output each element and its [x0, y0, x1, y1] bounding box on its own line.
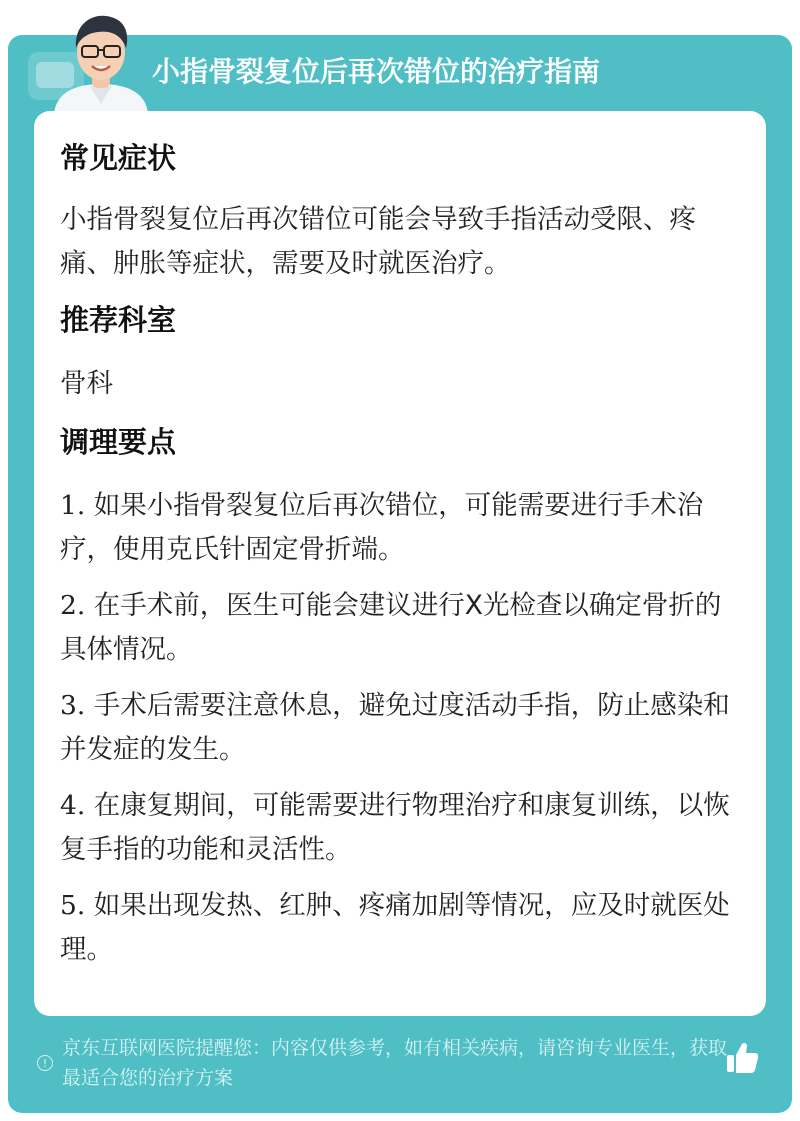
thumbs-up-icon[interactable]	[724, 1040, 760, 1076]
care-item-number: 1.	[60, 490, 86, 521]
doctor-avatar-icon	[46, 8, 156, 114]
care-item	[60, 884, 740, 972]
department-heading: 推荐科室	[60, 303, 177, 337]
care-item-text: 在康复期间，可能需要进行物理治疗和康复训练，以恢复手指的功能和灵活性。	[60, 790, 730, 865]
care-heading: 调理要点	[60, 425, 177, 459]
care-item-text: 如果小指骨裂复位后再次错位，可能需要进行手术治疗，使用克氏针固定骨折端。	[60, 490, 704, 565]
care-item	[60, 784, 740, 872]
care-item-number: 3.	[60, 690, 86, 721]
care-item-text: 手术后需要注意休息，避免过度活动手指，防止感染和并发症的发生。	[60, 690, 730, 765]
symptoms-heading: 常见症状	[60, 141, 177, 175]
care-item-number: 4.	[60, 790, 86, 821]
page-title: 小指骨裂复位后再次错位的治疗指南	[152, 55, 601, 88]
care-item-number: 5.	[60, 890, 86, 921]
info-icon: !	[37, 1055, 53, 1071]
care-item	[60, 684, 740, 772]
department-text: 骨科	[60, 368, 113, 399]
disclaimer-text: 京东互联网医院提醒您：内容仅供参考，如有相关疾病，请咨询专业医生，获取最适合您的治疗方案	[62, 1037, 728, 1089]
content-body	[60, 120, 740, 972]
care-item	[60, 484, 740, 572]
symptoms-text: 小指骨裂复位后再次错位可能会导致手指活动受限、疼痛、肿胀等症状，需要及时就医治疗。	[60, 204, 696, 279]
care-item-number: 2.	[60, 590, 86, 621]
care-item-text: 在手术前，医生可能会建议进行X光检查以确定骨折的具体情况。	[60, 590, 722, 665]
care-item-text: 如果出现发热、红肿、疼痛加剧等情况，应及时就医处理。	[60, 890, 730, 965]
care-item	[60, 584, 740, 672]
